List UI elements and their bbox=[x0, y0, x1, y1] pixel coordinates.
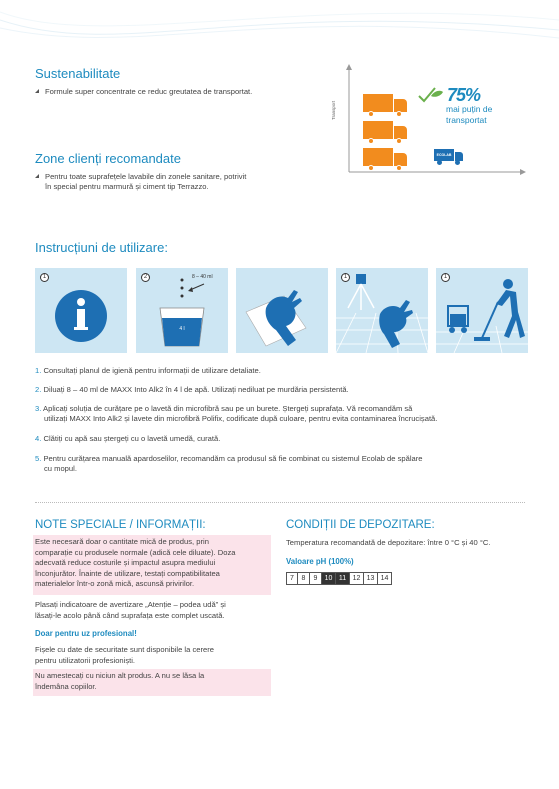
sustainability-bullet: Formule super concentrate ce reduc greutatea de transportat. bbox=[35, 87, 252, 97]
ph-cell: 10 bbox=[322, 572, 336, 585]
step-icon-mopping bbox=[436, 268, 528, 353]
reduction-caption: mai puțin de transportat bbox=[446, 104, 493, 125]
storage-title: CONDIȚII DE DEPOZITARE: bbox=[286, 519, 435, 531]
step-number: 1 bbox=[40, 273, 49, 282]
step-icon-rinse bbox=[336, 268, 428, 353]
instructions-title: Instrucțiuni de utilizare: bbox=[35, 240, 168, 255]
notes-title: NOTE SPECIALE / INFORMAȚII: bbox=[35, 519, 206, 531]
step-number: 1 bbox=[441, 273, 450, 282]
professional-use-note: Doar pentru uz profesional! bbox=[35, 629, 137, 638]
small-truck-icon: ECOLAB bbox=[434, 147, 464, 165]
ph-cell: 9 bbox=[310, 572, 322, 585]
section-divider bbox=[35, 502, 525, 503]
reduction-percent: 75% bbox=[447, 85, 481, 105]
bullet-triangle-icon bbox=[35, 89, 39, 93]
mopping-person-icon bbox=[436, 268, 528, 353]
instruction-step-5: 5. Pentru curățarea manuală apardoselilor, recomandăm ca produsul să fie combinat cu sistemul Ecolab de spălare bbox=[35, 454, 423, 463]
chart-axis-label: Transport bbox=[331, 100, 336, 120]
truck-icon bbox=[363, 121, 409, 143]
ph-cell: 8 bbox=[298, 572, 310, 585]
instruction-step-3: 3. Aplicați soluția de curățare pe o lavetă din microfibră sau pe un burete. Ștergeți suprafața. Vă recomandăm să bbox=[35, 404, 413, 413]
instruction-step-5-cont: cu mopul. bbox=[44, 464, 77, 473]
instruction-step-2: 2. Diluați 8 – 40 ml de MAXX Into Alk2 în 4 l de apă. Utilizați nediluat pe murdăria persistentă. bbox=[35, 385, 349, 394]
ph-cell: 11 bbox=[336, 572, 350, 585]
sustainability-title: Sustenabilitate bbox=[35, 66, 121, 81]
zones-title: Zone clienți recomandate bbox=[35, 151, 181, 166]
zones-bullet: Pentru toate suprafețele lavabile din zonele sanitare, potrivit bbox=[35, 172, 246, 182]
leaf-check-icon bbox=[415, 84, 445, 106]
ph-label: Valoare pH (100%) bbox=[286, 557, 354, 566]
info-icon bbox=[35, 268, 127, 353]
bullet-triangle-icon bbox=[35, 174, 39, 178]
ph-cell: 14 bbox=[378, 572, 392, 585]
notes-paragraph-3: Fișele cu date de securitate sunt disponibile la cerere pentru utilizatorii profesioniști. bbox=[35, 645, 214, 665]
instruction-step-4: 4. Clătiți cu apă sau ștergeți cu o lavetă umedă, curată. bbox=[35, 434, 221, 443]
step-number: 1 bbox=[341, 273, 350, 282]
step-icon-info bbox=[35, 268, 127, 353]
notes-paragraph-4: Nu amestecați cu niciun alt produs. A nu se lăsa la îndemâna copiilor. bbox=[35, 671, 205, 691]
zones-bullet-cont: în special pentru marmură și ciment tip Terrazzo. bbox=[45, 182, 209, 191]
ph-cell: 12 bbox=[350, 572, 364, 585]
dose-label: 8 – 40 ml bbox=[192, 274, 213, 280]
decorative-wave-header bbox=[0, 0, 559, 60]
floor-rinse-icon bbox=[336, 268, 428, 353]
truck-icon bbox=[363, 94, 409, 116]
ph-cell: 13 bbox=[364, 572, 378, 585]
instruction-step-3-cont: utilizați MAXX Into Alk2 și lavete din microfibră Polifix, codificate după culoare, pentru evita contaminarea încrucișată. bbox=[44, 414, 438, 423]
step-icon-dosing bbox=[136, 268, 228, 353]
notes-paragraph-2: Plasați indicatoare de avertizare „Atenție – podea udă” și lăsați-le acolo până când suprafața este complet uscată. bbox=[35, 600, 226, 620]
storage-temperature: Temperatura recomandată de depozitare: între 0 °C și 40 °C. bbox=[286, 538, 491, 547]
bucket-label: 4 l bbox=[179, 326, 185, 332]
gloved-hand-cloth-icon bbox=[236, 268, 328, 353]
truck-icon bbox=[363, 148, 409, 170]
ph-scale bbox=[286, 572, 392, 585]
step-icon-cloth bbox=[236, 268, 328, 353]
instruction-step-1: 1. Consultați planul de igienă pentru informații de utilizare detaliate. bbox=[35, 366, 261, 375]
notes-paragraph-1: Este necesară doar o cantitate mică de produs, prin comparație cu produsele normale (adică cele diluate). Doza adecvată reduce costurile și impactul asupra mediului înconjurător. Înainte de utilizare, testați compatibilitatea materialelor într-o zonă mică, ascunsă privirilor. bbox=[35, 537, 236, 588]
step-number: 2 bbox=[141, 273, 150, 282]
dosing-bucket-icon bbox=[136, 268, 228, 353]
ph-cell: 7 bbox=[286, 572, 298, 585]
